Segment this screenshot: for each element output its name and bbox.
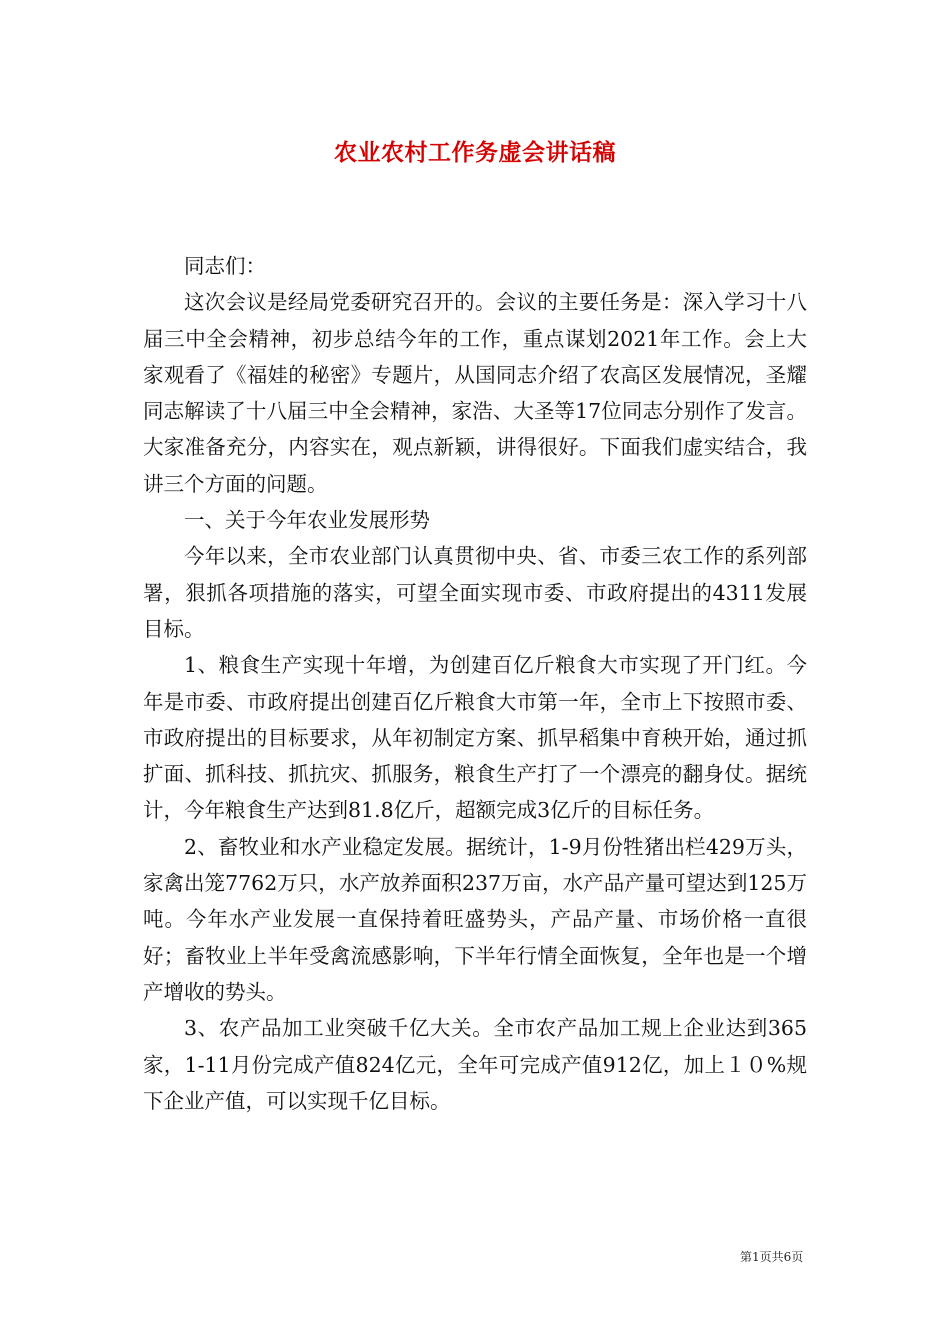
page-number: 第1页共6页: [740, 1250, 804, 1264]
section-heading-1: 一、关于今年农业发展形势: [184, 508, 430, 533]
salutation: 同志们：: [184, 254, 266, 278]
paragraph-intro: 这次会议是经局党委研究召开的。会议的主要任务是：深入学习十八届三中全会精神，初步总结今年的工作，重点谋划2021年工作。会上大家观看了《福娃的秘密》专题片，从国同志介绍了农高区发展情况，圣耀同志解读了十八届三中全会精神，家浩、大圣等17位同志分别作了发言。大家准备充分，内容实在，观点新颖，讲得很好。下面我们虚实结合，我讲三个方面的问题。: [143, 290, 807, 496]
paragraph-grain: 1、粮食生产实现十年增，为创建百亿斤粮食大市实现了开门红。今年是市委、市政府提出创建百亿斤粮食大市第一年，全市上下按照市委、市政府提出的目标要求，从年初制定方案、抓早稻集中育秧开始，通过抓扩面、抓科技、抓抗灾、抓服务，粮食生产打了一个漂亮的翻身仗。据统计，今年粮食生产达到81.8亿斤，超额完成3亿斤的目标任务。: [143, 653, 807, 823]
document-body: [143, 248, 807, 1119]
paragraph-livestock: 2、畜牧业和水产业稳定发展。据统计，1-9月份牲猪出栏429万头，家禽出笼7762万只，水产放养面积237万亩，水产品产量可望达到125万吨。今年水产业发展一直保持着旺盛势头，产品产量、市场价格一直很好；畜牧业上半年受禽流感影响，下半年行情全面恢复，全年也是一个增产增收的势头。: [143, 834, 807, 1004]
document-title: 农业农村工作务虚会讲话稿: [334, 139, 616, 166]
paragraph-processing: 3、农产品加工业突破千亿大关。全市农产品加工规上企业达到365家，1-11月份完成产值824亿元，全年可完成产值912亿，加上１０%规下企业产值，可以实现千亿目标。: [143, 1016, 807, 1113]
paragraph-overview: 今年以来，全市农业部门认真贯彻中央、省、市委三农工作的系列部署，狠抓各项措施的落实，可望全面实现市委、市政府提出的4311发展目标。: [143, 544, 807, 641]
